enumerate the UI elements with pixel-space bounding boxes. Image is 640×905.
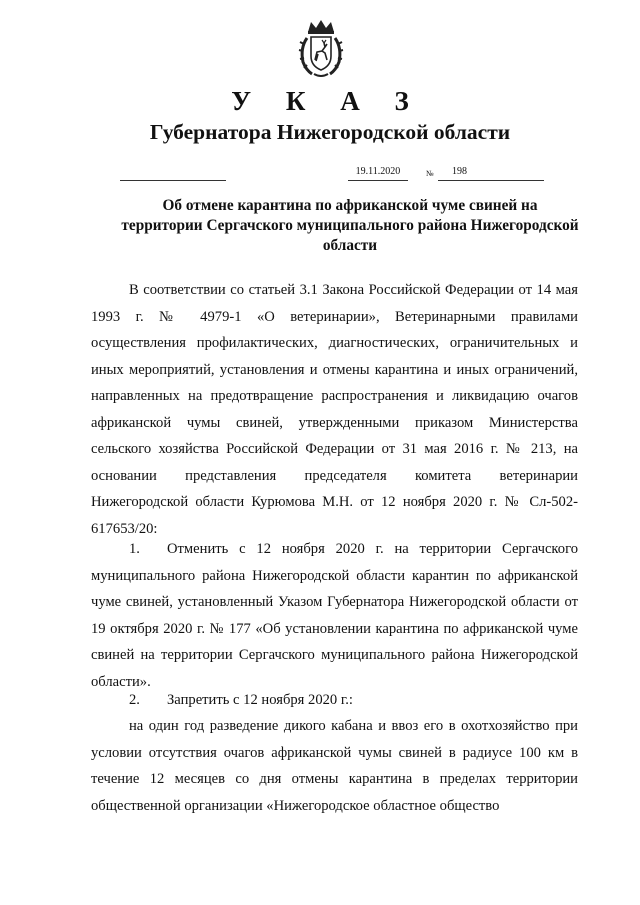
item-2-paragraph (91, 687, 578, 714)
item-1-paragraph (91, 536, 578, 695)
preamble-paragraph: В соответствии со статьей 3.1 Закона Российской Федерации от 14 мая 1993 г. № 4979-1 «О ветеринарии», Ветеринарными правилами осуществления профилактических, диагностических, ограничительных и иных мероприятий, установления и отмены карантина и иных ограничений, направленных на предотвращение распространения и ликвидацию очагов африканской чумы свиней, утвержденными приказом Министерства сельского хозяйства Российской Федерации от 31 мая 2016 г. № 213, на основании представления председателя комитета ветеринарии Нижегородской области Курюмова М.Н. от 12 ноября 2020 г. № Сл-502-617653/20: (91, 282, 578, 537)
item-2-number: 2. (129, 692, 140, 708)
decree-heading: Об отмене карантина по африканской чуме свиней на территории Сергачского муниципального района Нижегородской области (121, 197, 579, 254)
blank-line (120, 166, 226, 181)
decree-number: 198 (452, 166, 467, 177)
issuer-title: Губернатора Нижегородской области (149, 120, 511, 144)
item-1-text: Отменить с 12 ноября 2020 г. на территории Сергачского муниципального района Нижегородской области карантин по африканской чуме свиней, установленный Указом Губернатора Нижегородской области от 19 октября 2020 г. № 177 «Об установлении карантина по африканской чуме свиней на территории Сергачского муниципального района Нижегородской области». (91, 541, 578, 690)
decree-date: 19.11.2020 (348, 166, 408, 181)
item-1-number: 1. (129, 541, 140, 557)
item-2-text: Запретить с 12 ноября 2020 г.: (167, 692, 353, 708)
number-label: № (426, 169, 434, 178)
coat-of-arms-icon (298, 18, 344, 78)
decree-number-field (438, 166, 544, 181)
document-title: У К А З (231, 86, 423, 116)
item-2-subparagraph: на один год разведение дикого кабана и ввоз его в охотхозяйство при условии отсутствия очагов африканской чумы свиней в радиусе 100 км в течение 12 месяцев со дня отмены карантина в пределах территории общественной организации «Нижегородское областное общество (91, 718, 578, 814)
